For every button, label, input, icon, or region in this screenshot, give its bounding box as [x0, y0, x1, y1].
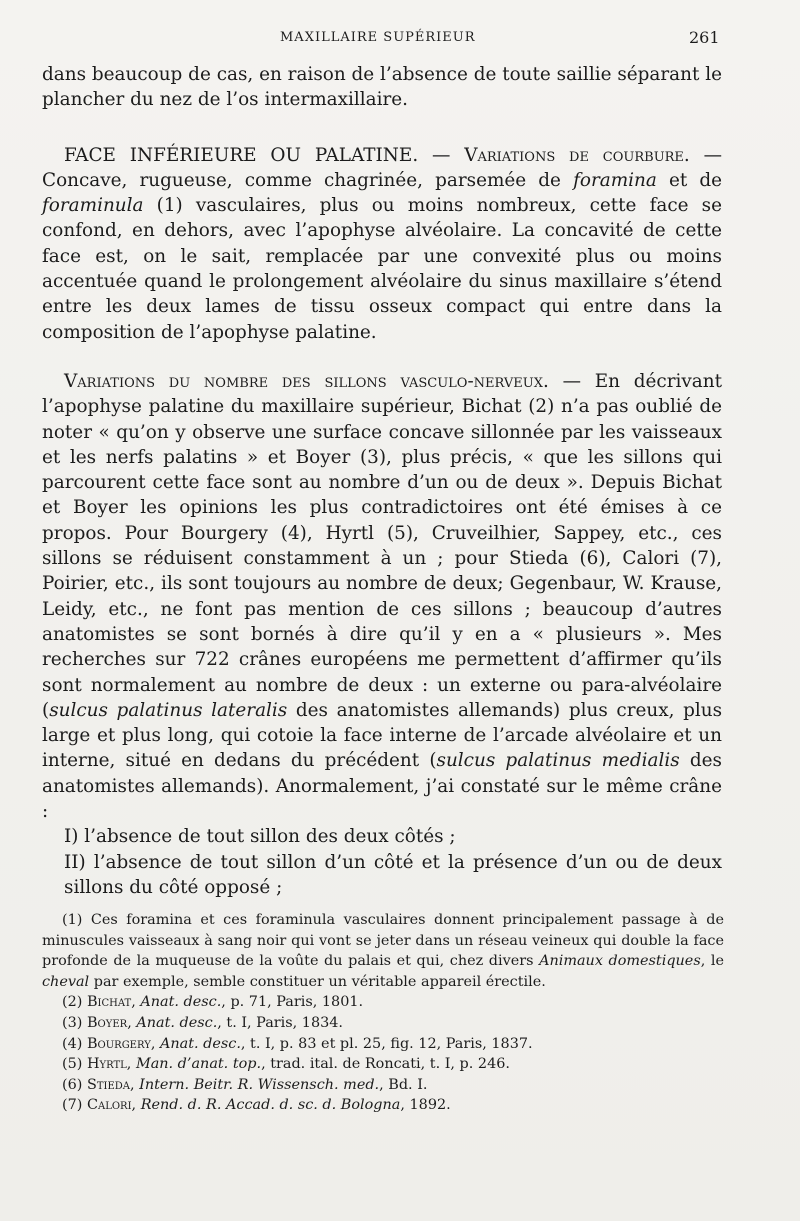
footnote-ref: (5) Hyrtl, Man. d’anat. top., trad. ital. de Roncati, t. I, p. 246.: [62, 1056, 510, 1073]
page-number: 261: [689, 28, 720, 47]
section-heading: FACE INFÉRIEURE OU PALATINE.: [64, 144, 419, 166]
footnote-ref: (4) Bourgery, Anat. desc., t. I, p. 83 et pl. 25, fig. 12, Paris, 1837.: [62, 1035, 533, 1052]
footnote-1: (1) Ces foramina et ces foraminula vasculaires donnent principalement passage à de minuscules vaisseaux à sang noir qui vont se jeter dans un réseau veineux qui double la face profonde de la muqueuse de la voûte du palais et qui, chez divers Animaux domestiques, le cheval par exemple, semble constituer un véritable appareil érectile.: [42, 912, 724, 990]
page-header: [0, 30, 800, 50]
main-text: [42, 62, 722, 900]
list-item: II) l’absence de tout sillon d’un côté et la présence d’un ou de deux sillons du côté opposé ;: [64, 851, 722, 898]
footnotes: [42, 910, 724, 1116]
footnote-ref: (2) Bichat, Anat. desc., p. 71, Paris, 1801.: [62, 994, 364, 1011]
subsection-title-courbure: Variations de courbure.: [464, 144, 690, 166]
intro-paragraph: dans beaucoup de cas, en raison de l’absence de toute saillie séparant le plancher du nez de l’os intermaxillaire.: [42, 64, 722, 111]
subsection-title-sillons: Variations du nombre des sillons vasculo-nerveux.: [64, 370, 549, 392]
running-head: MAXILLAIRE SUPÉRIEUR: [280, 30, 476, 45]
sillons-paragraph: Variations du nombre des sillons vasculo-nerveux. — En décrivant l’apophyse palatine du maxillaire supérieur, Bichat (2) n’a pas oublié de noter « qu’on y observe une surface concave sillonnée par les vaisseaux et les nerfs palatins » et Boyer (3), plus précis, « que les sillons qui parcourent cette face sont au nombre d’un ou de deux ». Depuis Bichat et Boyer les opinions les plus contradictoires ont été émises à ce propos. Pour Bourgery (4), Hyrtl (5), Cruveilhier, Sappey, etc., ces sillons se réduisent constamment à un ; pour Stieda (6), Calori (7), Poirier, etc., ils sont toujours au nombre de deux; Gegenbaur, W. Krause, Leidy, etc., ne font pas mention de ces sillons ; beaucoup d’autres anatomistes se sont bornés à dire qu’il y en a « plusieurs ». Mes recherches sur 722 crânes européens me permettent d’affirmer qu’ils sont normalement au nombre de deux : un externe ou para-alvéolaire (sulcus palatinus lateralis des anatomistes allemands) plus creux, plus large et plus long, qui cotoie la face interne de l’arcade alvéolaire et un interne, situé en dedans du précédent (sulcus palatinus medialis des anatomistes allemands). Anormalement, j’ai constaté sur le même crâne :: [42, 370, 723, 823]
footnote-ref: (3) Boyer, Anat. desc., t. I, Paris, 1834.: [62, 1014, 344, 1031]
list-item: I) l’absence de tout sillon des deux côtés ;: [64, 826, 456, 848]
footnote-ref: (6) Stieda, Intern. Beitr. R. Wissensch. med., Bd. I.: [62, 1076, 428, 1093]
face-palatine-paragraph: FACE INFÉRIEURE OU PALATINE. — Variations de courbure. — Concave, rugueuse, comme chagrinée, parsemée de foramina et de foraminula (1) vasculaires, plus ou moins nombreux, cette face se confond, en dehors, avec l’apophyse alvéolaire. La concavité de cette face est, on le sait, remplacée par une convexité plus ou moins accentuée quand le prolongement alvéolaire du sinus maxillaire s’étend entre les deux lames de tissu osseux compact qui entre dans la composition de l’apophyse palatine.: [42, 144, 722, 343]
footnote-ref: (7) Calori, Rend. d. R. Accad. d. sc. d. Bologna, 1892.: [62, 1097, 451, 1114]
